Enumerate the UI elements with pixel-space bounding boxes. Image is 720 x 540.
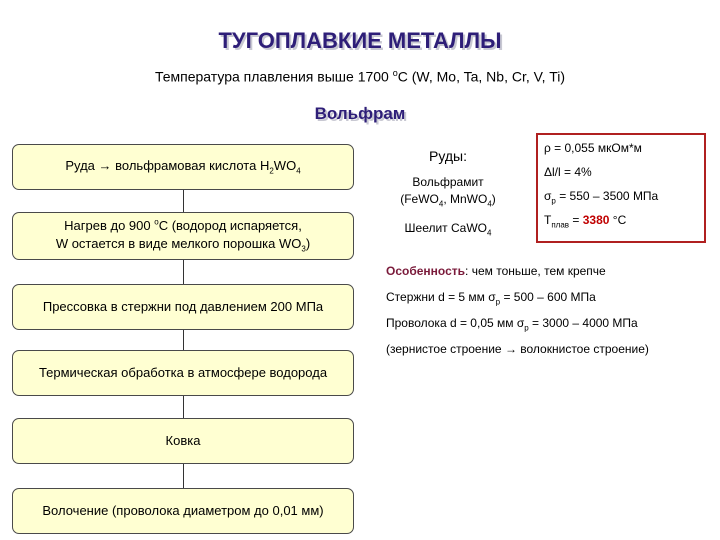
- rods-line: Стержни d = 5 мм $\sigma_р = 500 - 600$ МПа: [386, 290, 596, 307]
- notes-block: [386, 263, 716, 367]
- step-pressing: Прессовка в стержни под давлением 200 МПа: [12, 284, 354, 330]
- ore-wolframite: Вольфрамит (FeWO$_4$, MnWO$_4$): [400, 175, 496, 209]
- subtitle: Температура плавления выше 1700 $^o$С (W, Mo, Ta, Nb, Cr, V, Ti): [154, 68, 566, 85]
- ores-label: Руды:: [429, 148, 467, 164]
- structure-line: (зернистое строение → волокнистое строение): [386, 342, 649, 356]
- melting-value: 3380: [582, 213, 610, 227]
- step-forging: Ковка: [12, 418, 354, 464]
- prop-strength: $\sigma_р = 550 - 3500$ МПа: [544, 189, 659, 206]
- step-heat-treatment: Термическая обработка в атмосфере водорода: [12, 350, 354, 396]
- step-ore-to-acid: Руда → вольфрамовая кислота $H_2WO_4$: [12, 144, 354, 190]
- flow-connector: [183, 330, 184, 350]
- section-heading: Вольфрам: [314, 104, 406, 123]
- flow-connector: [183, 396, 184, 418]
- feature-line: Особенность: чем тоньше, тем крепче: [386, 264, 606, 278]
- flow-connector: [183, 464, 184, 488]
- page-title: ТУГОПЛАВКИЕ МЕТАЛЛЫ: [218, 28, 502, 53]
- wire-line: Проволока d = 0,05 мм $\sigma_р = 3000 - 4000$ МПа: [386, 316, 638, 333]
- flow-connector: [183, 190, 184, 212]
- step-drawing: Волочение (проволока диаметром до 0,01 мм): [12, 488, 354, 534]
- prop-melting: $Т_{плав} = 3380$ °С: [544, 213, 627, 230]
- step-heating: Нагрев до 900 $^o$С (водород испаряется, W остается в виде мелкого порошка $WO_3$): [12, 212, 354, 260]
- ore-scheelite: Шеелит CaWO$_4$: [404, 221, 492, 238]
- prop-elongation: Δl/l = 4%: [544, 165, 592, 179]
- ores-block: [378, 148, 518, 239]
- flow-connector: [183, 260, 184, 284]
- prop-resistivity: ρ = 0,055 мкОм*м: [544, 141, 642, 155]
- properties-box: [536, 133, 706, 243]
